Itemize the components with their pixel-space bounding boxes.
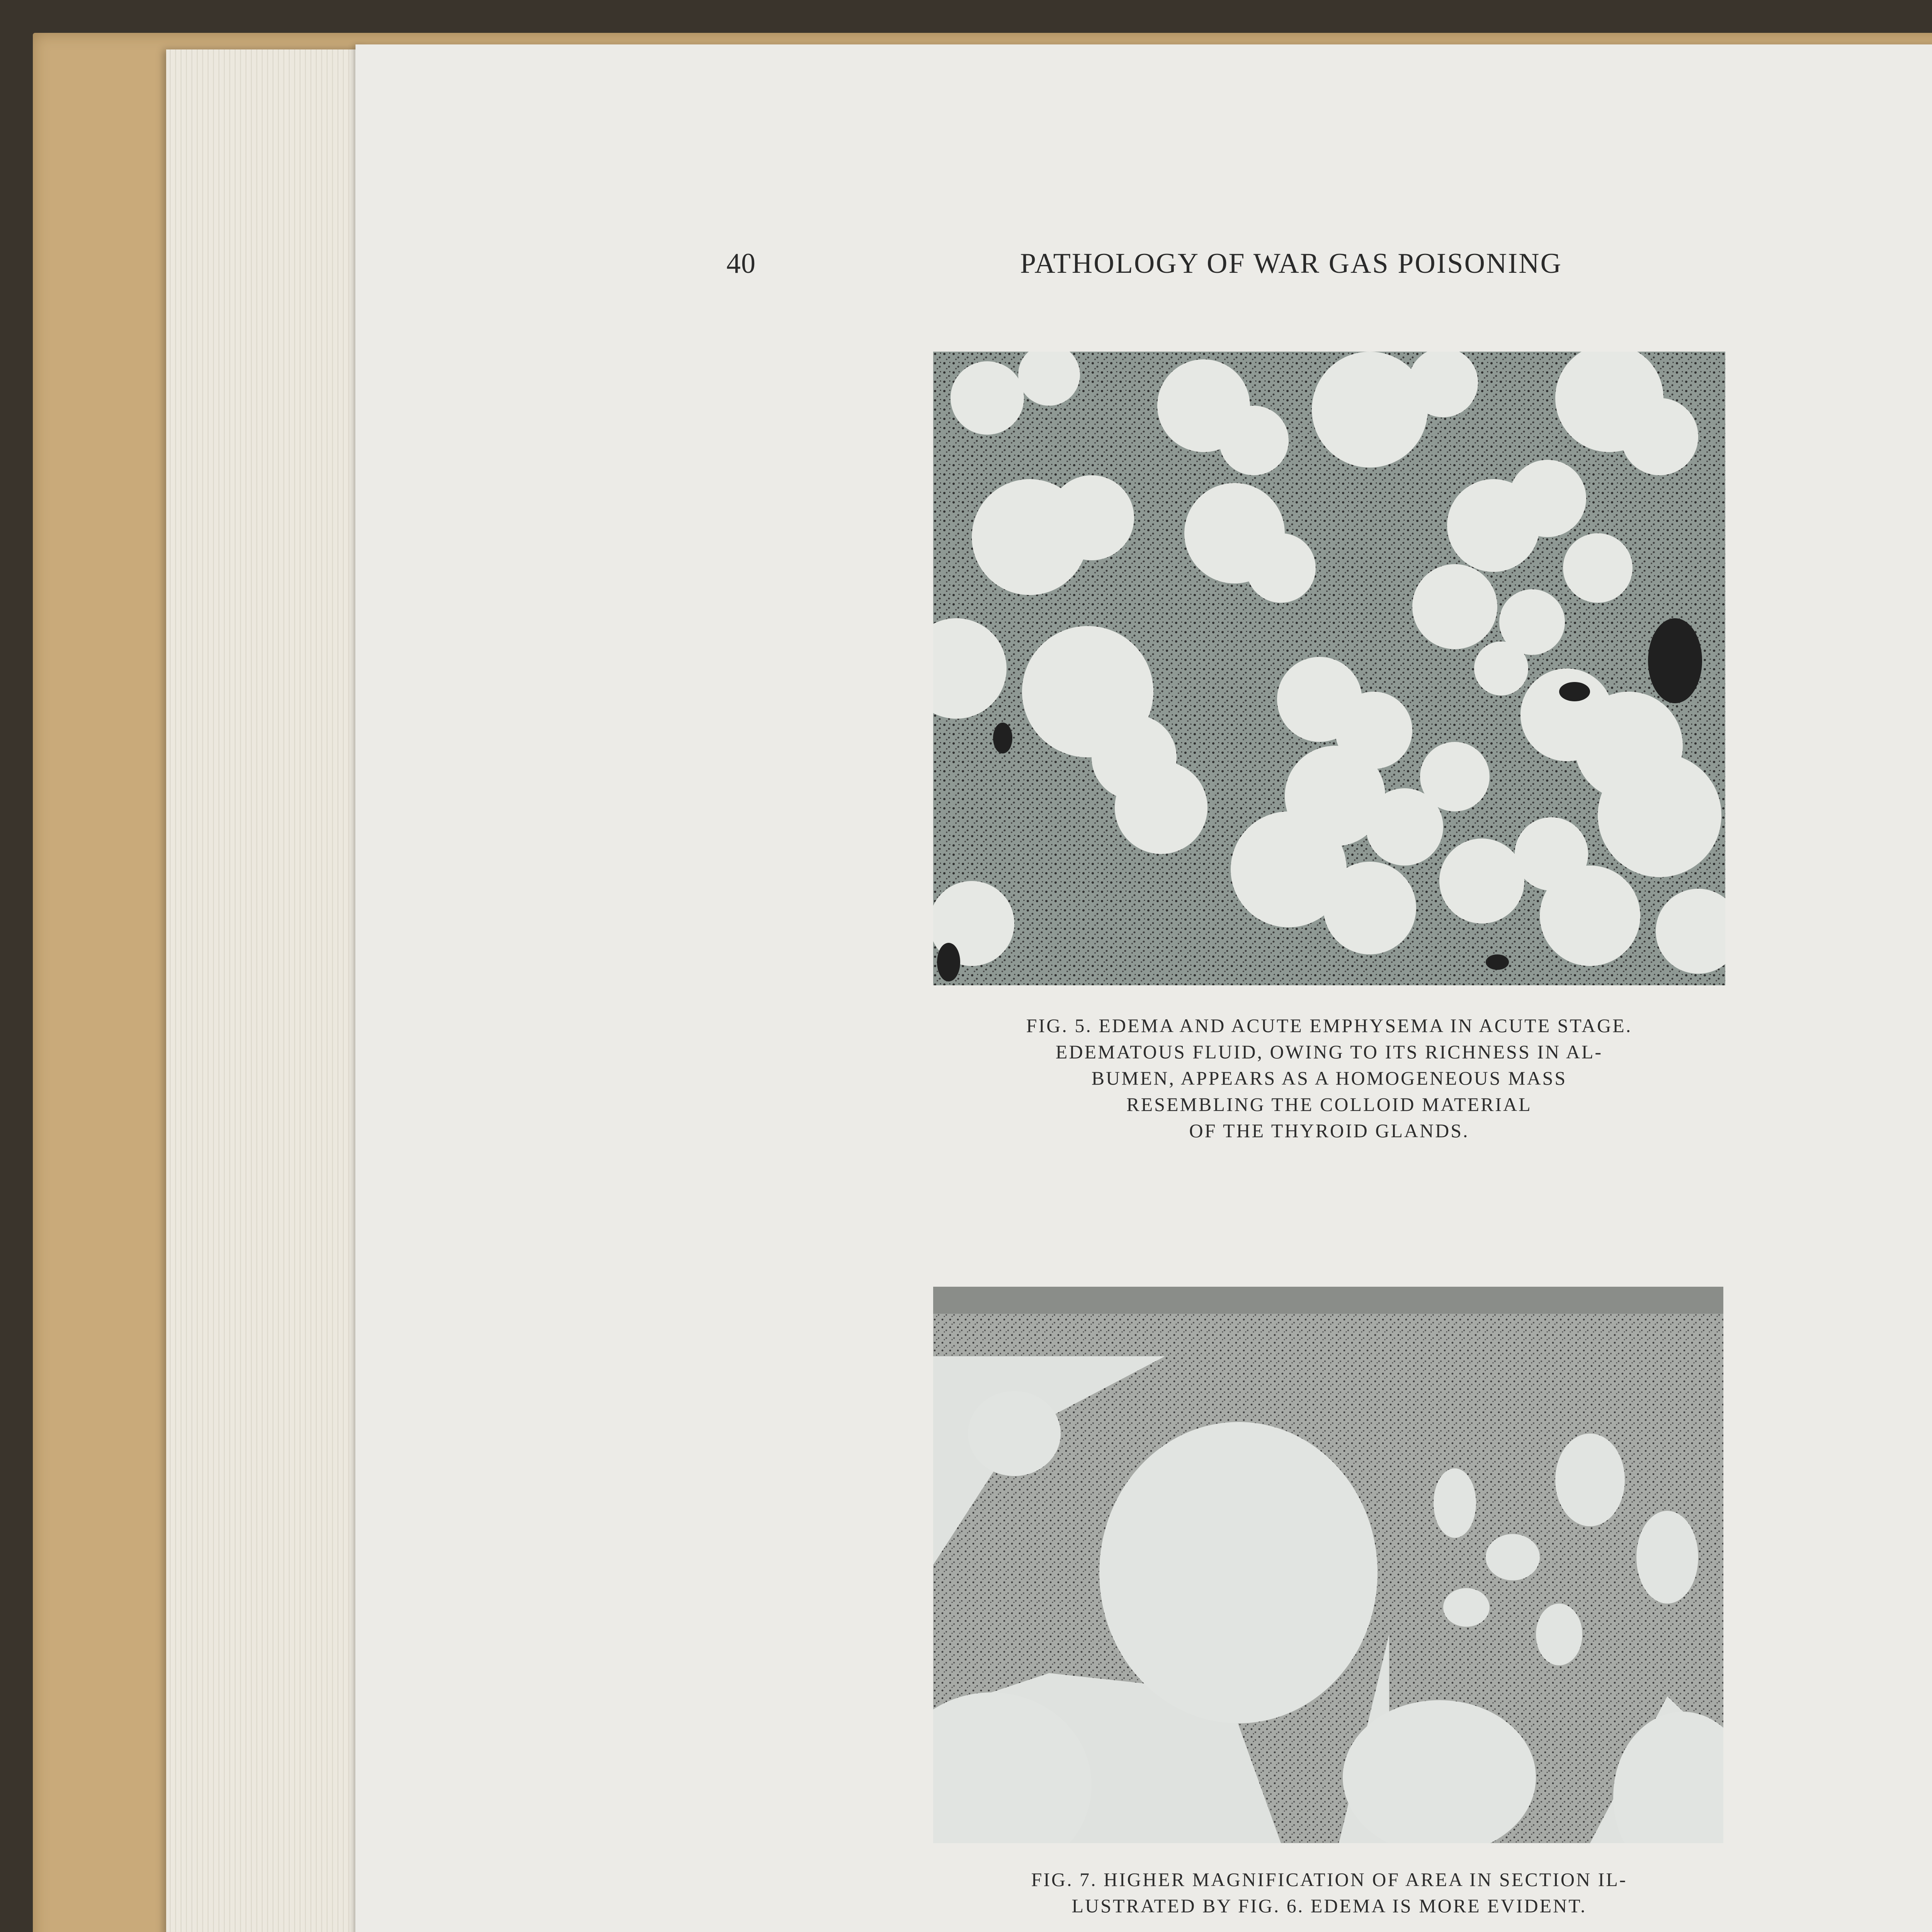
page-edges (166, 49, 367, 1932)
figure-7-micrograph (933, 1287, 1723, 1843)
figure-5-micrograph (933, 352, 1725, 985)
caption-line: FIG. 5. EDEMA AND ACUTE EMPHYSEMA IN ACUTE STAGE. (1026, 1015, 1633, 1036)
caption-line: FIG. 7. HIGHER MAGNIFICATION OF AREA IN SECTION IL- (1031, 1869, 1628, 1890)
running-head: PATHOLOGY OF WAR GAS POISONING (1020, 248, 1562, 279)
caption-line: BUMEN, APPEARS AS A HOMOGENEOUS MASS (1091, 1067, 1567, 1089)
page-number: 40 (726, 248, 756, 279)
caption-line: RESEMBLING THE COLLOID MATERIAL (1126, 1094, 1532, 1115)
caption-line: LUSTRATED BY FIG. 6. EDEMA IS MORE EVIDENT. (1071, 1895, 1587, 1917)
figure-5-caption (920, 1012, 1739, 1144)
figure-7-caption (920, 1866, 1739, 1919)
caption-line: OF THE THYROID GLANDS. (1189, 1120, 1469, 1141)
caption-line: EDEMATOUS FLUID, OWING TO ITS RICHNESS IN AL- (1055, 1041, 1603, 1063)
